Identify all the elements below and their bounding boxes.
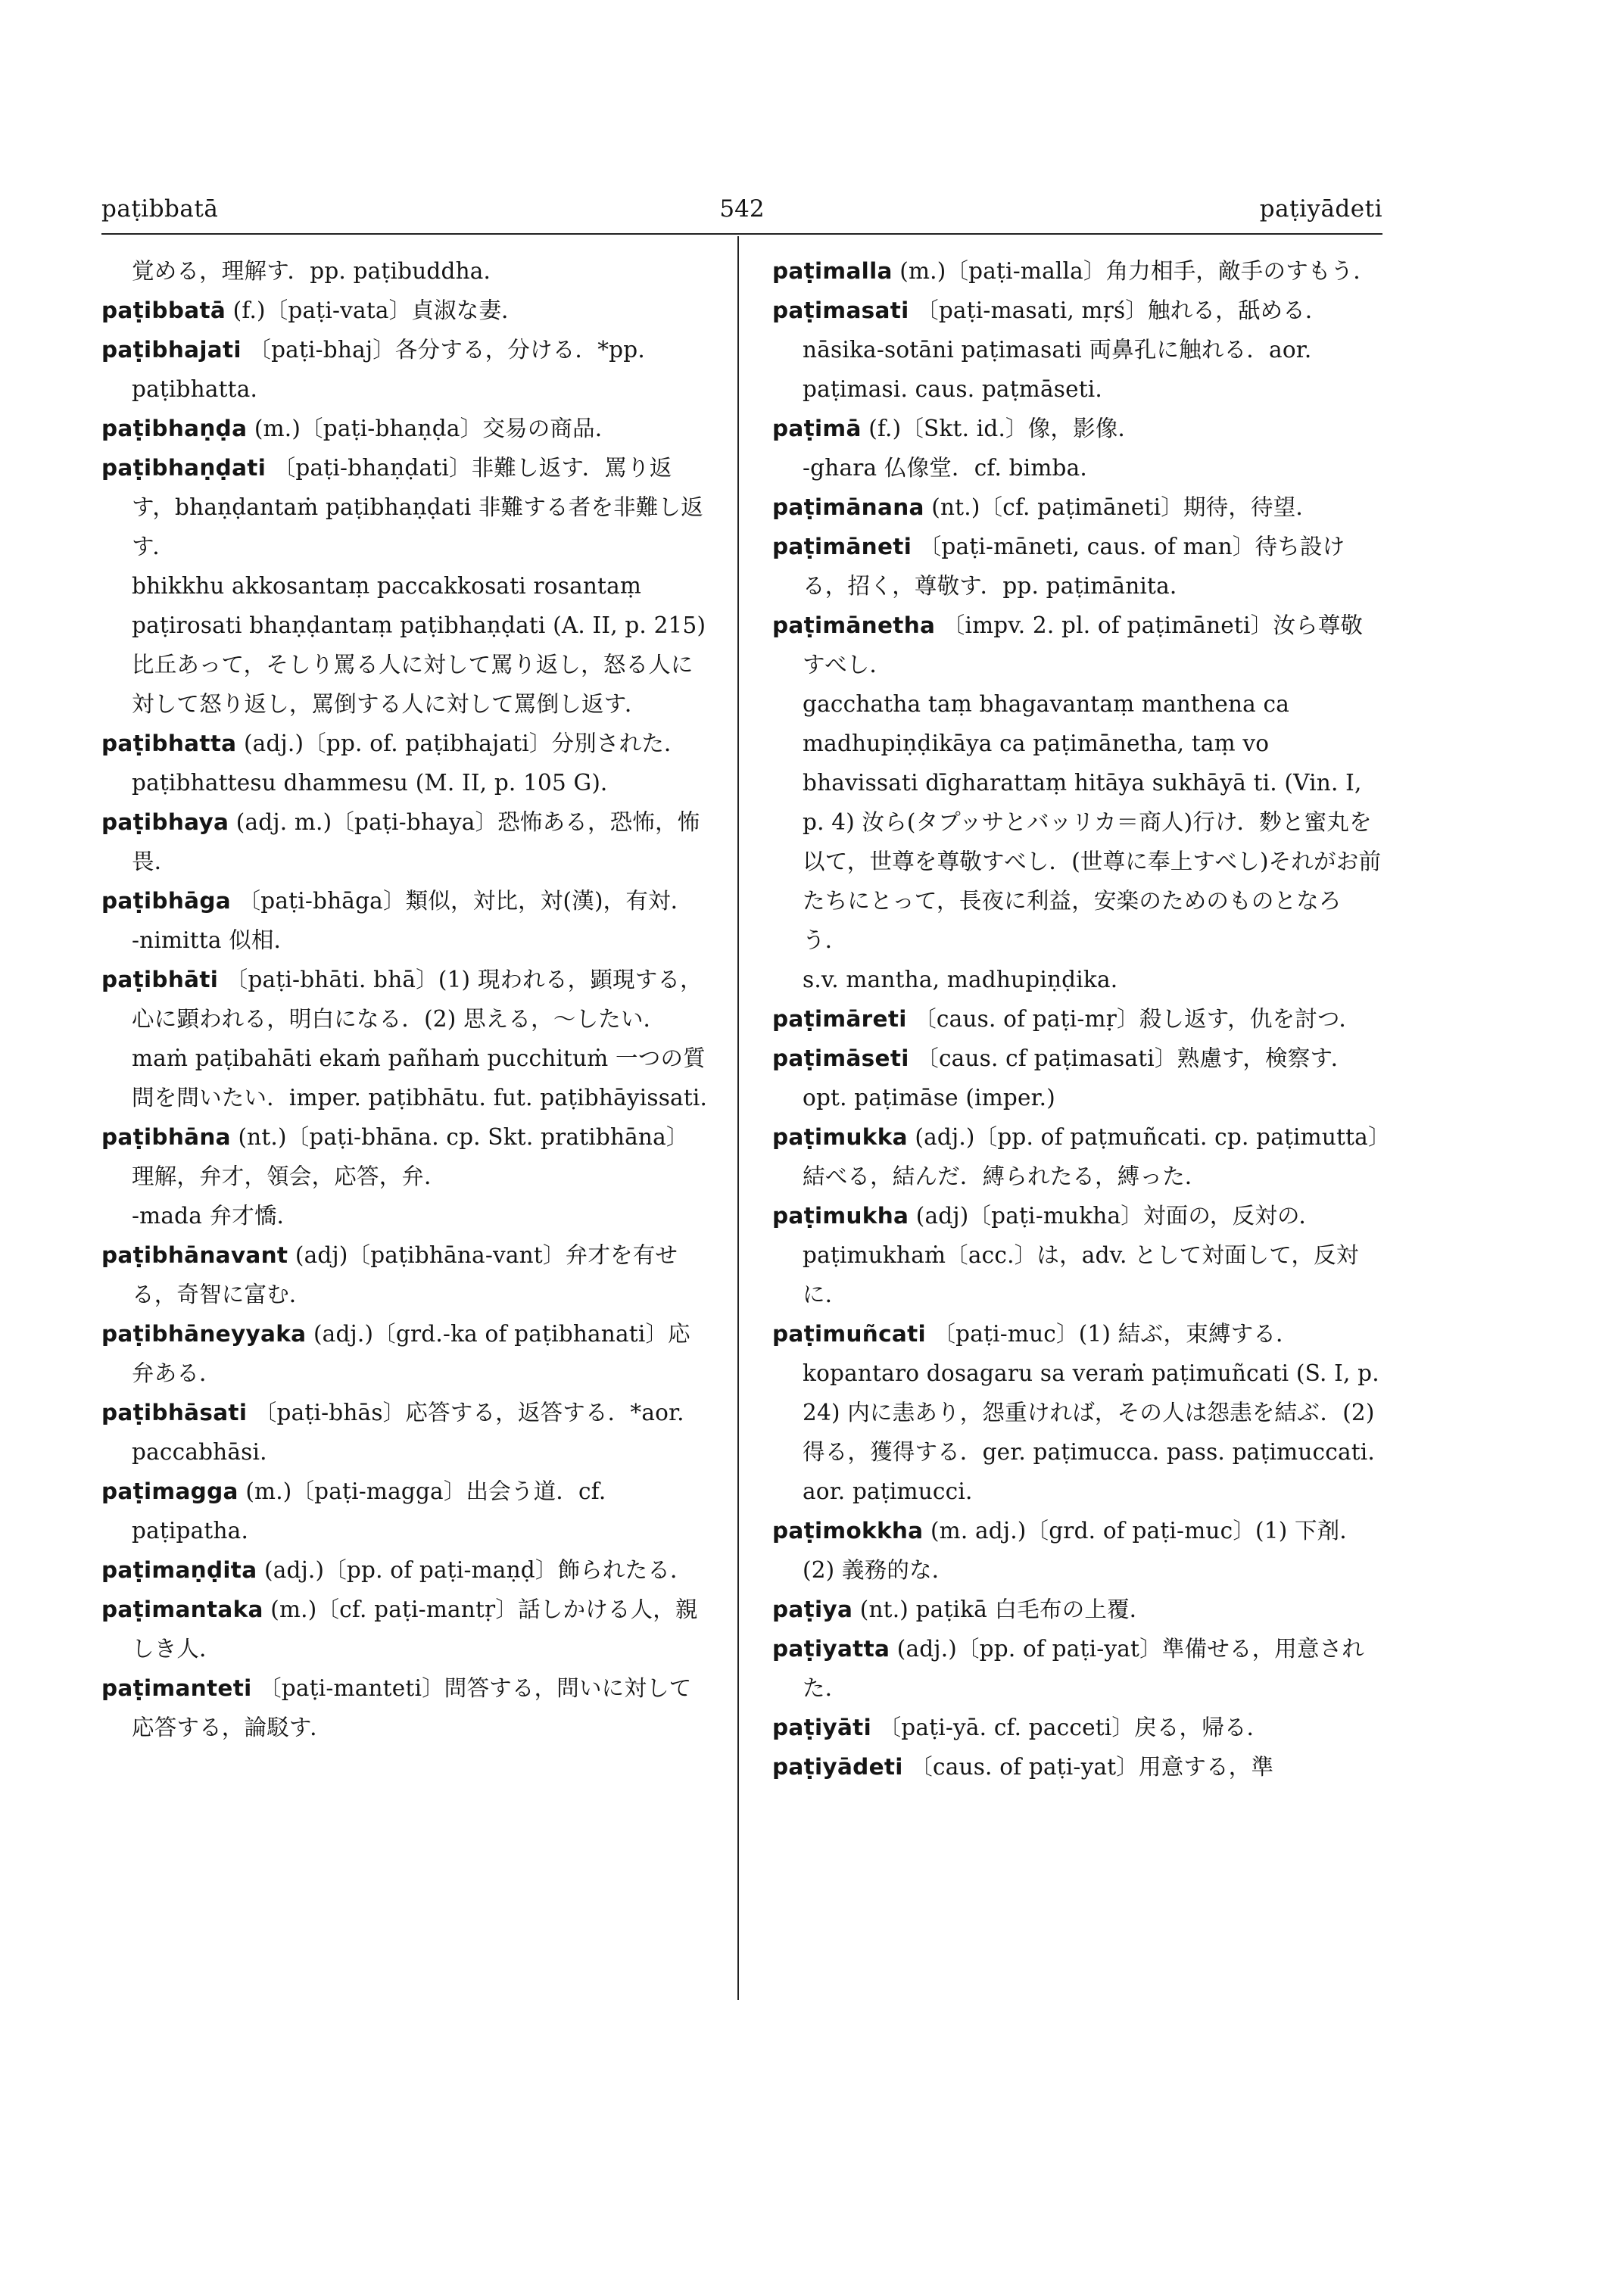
entry-continuation bbox=[772, 960, 1382, 999]
entry-text: 〔paṭi-masati, mṛś〕触れる，舐める．nāsika-sotāni paṭimasati 両鼻孔に触れる．aor. paṭimasi. caus. paṭmāseti. bbox=[803, 298, 1328, 402]
entry-text: s.v. mantha, madhupiṇḍika. bbox=[803, 967, 1118, 992]
headword: paṭimasati bbox=[772, 298, 909, 323]
dictionary-entry bbox=[101, 1393, 709, 1472]
headword: paṭibhāneyyaka bbox=[101, 1321, 307, 1347]
dictionary-entry bbox=[772, 251, 1382, 291]
entry-text: (adj.)〔grd.-ka of paṭibhanati〕応弁ある． bbox=[132, 1321, 690, 1386]
entry-text: (m.)〔cf. paṭi-mantṛ〕話しかける人，親しき人． bbox=[132, 1597, 698, 1662]
entry-text: (adj.)〔pp. of paṭi-yat〕準備せる，用意された． bbox=[803, 1636, 1365, 1701]
entry-text: gacchatha taṃ bhagavantaṃ manthena ca madhupiṇḍikāya ca paṭimānetha, taṃ vo bhavissati dīgharattaṃ hitāya sukhāyā ti. (Vin. I, p. 4) 汝ら(タプッサとバッリカ＝商人)行け．麨と蜜丸を以て，世尊を尊敬すべし．(世尊に奉上すべし)それがお前たちにとって，長夜に利益，安楽のためのものとなろう． bbox=[803, 691, 1382, 953]
entry-text: (adj)〔paṭi-mukha〕対面の，反対の．paṭimukhaṁ〔acc.〕は，adv. として対面して，反対に． bbox=[803, 1203, 1359, 1307]
dictionary-entry bbox=[101, 881, 709, 921]
entry-text: (nt.) paṭikā 白毛布の上覆． bbox=[859, 1597, 1152, 1622]
entry-text: (adj.)〔pp. of. paṭibhajati〕分別された．paṭibhattesu dhammesu (M. II, p. 105 G)． bbox=[132, 731, 687, 796]
headword: paṭibbatā bbox=[101, 298, 226, 323]
headword: paṭibhaya bbox=[101, 809, 229, 835]
entry-text: (nt.)〔paṭi-bhāna. cp. Skt. pratibhāna〕理解，弁才，領会，応答，弁． bbox=[132, 1124, 689, 1189]
headword: paṭimalla bbox=[772, 258, 893, 284]
headword: paṭibhānavant bbox=[101, 1242, 288, 1268]
entry-text: -nimitta 似相． bbox=[132, 927, 297, 953]
entry-continuation bbox=[772, 684, 1382, 960]
dictionary-entry bbox=[101, 1550, 709, 1590]
dictionary-entry bbox=[772, 1629, 1382, 1708]
dictionary-entry bbox=[101, 1590, 709, 1668]
entry-text: (m.)〔paṭi-malla〕角力相手，敵手のすもう． bbox=[899, 258, 1376, 284]
headword: paṭimānetha bbox=[772, 612, 936, 638]
headword: paṭimaṇḍita bbox=[101, 1557, 257, 1583]
entry-text: 〔caus. of paṭi-mṛ〕殺し返す，仇を討つ． bbox=[914, 1006, 1362, 1032]
dictionary-entry bbox=[772, 1117, 1382, 1196]
headword: paṭiyatta bbox=[772, 1636, 890, 1662]
header-first-entry: paṭibbatā bbox=[101, 195, 219, 223]
entry-text: (f.)〔Skt. id.〕像，影像． bbox=[868, 416, 1141, 441]
entry-text: 〔paṭi-bhās〕応答する，返答する．*aor. paccabhāsi. bbox=[132, 1400, 684, 1465]
entry-continuation bbox=[101, 566, 709, 724]
dictionary-entry bbox=[101, 448, 709, 566]
column-divider bbox=[737, 236, 739, 2000]
entry-text: -ghara 仏像堂．cf. bimba. bbox=[803, 455, 1087, 481]
dictionary-entry bbox=[772, 409, 1382, 448]
headword: paṭibhāti bbox=[101, 967, 219, 992]
entry-text: 〔paṭi-muc〕(1) 結ぶ，束縛する．kopantaro dosagaru sa veraṁ paṭimuñcati (S. I, p. 24) 内に恚あり，怨重ければ，その人は怨恚を結ぶ．(2) 得る，獲得する．ger. paṭimucca. pass. paṭimuccati. aor. paṭimucci. bbox=[803, 1321, 1379, 1504]
dictionary-entry bbox=[101, 802, 709, 881]
left-column bbox=[101, 251, 709, 1747]
page-number: 542 bbox=[719, 195, 765, 223]
headword: paṭibhāsati bbox=[101, 1400, 248, 1425]
entry-text: (adj.)〔pp. of paṭi-maṇḍ〕飾られたる． bbox=[264, 1557, 693, 1583]
entry-text: -mada 弁才憍． bbox=[132, 1203, 300, 1229]
dictionary-entry bbox=[772, 488, 1382, 527]
dictionary-entry bbox=[101, 1668, 709, 1747]
headword: paṭibhāna bbox=[101, 1124, 231, 1150]
headword: paṭimā bbox=[772, 416, 862, 441]
headword: paṭibhaṇḍa bbox=[101, 416, 248, 441]
headword: paṭibhaṇḍati bbox=[101, 455, 267, 481]
headword: paṭibhajati bbox=[101, 337, 242, 363]
headword: paṭimukka bbox=[772, 1124, 908, 1150]
entry-continuation bbox=[101, 1196, 709, 1235]
entry-text: 〔paṭi-manteti〕問答する，問いに対して応答する，論駁す． bbox=[132, 1675, 692, 1740]
entry-text: bhikkhu akkosantaṃ paccakkosati rosantaṃ paṭirosati bhaṇḍantaṃ paṭibhaṇḍati (A. II, p. 215) 比丘あって，そしり罵る人に対して罵り返し，怒る人に対して怒り返し，罵倒する人に対して罵倒し返す． bbox=[132, 573, 706, 717]
entry-text: 〔paṭi-bhaj〕各分する，分ける．*pp. paṭibhatta. bbox=[132, 337, 645, 402]
dictionary-entry bbox=[101, 1472, 709, 1550]
headword: paṭibhatta bbox=[101, 731, 237, 756]
entry-text: 〔impv. 2. pl. of paṭimāneti〕汝ら尊敬すべし． bbox=[803, 612, 1364, 678]
headword: paṭimānana bbox=[772, 494, 924, 520]
dictionary-entry bbox=[101, 330, 709, 409]
page-header bbox=[101, 195, 1382, 235]
dictionary-entry bbox=[772, 1590, 1382, 1629]
dictionary-entry bbox=[101, 1117, 709, 1196]
entry-text: (f.)〔paṭi-vata〕貞淑な妻． bbox=[232, 298, 524, 323]
headword: paṭimāneti bbox=[772, 534, 912, 559]
headword: paṭiyādeti bbox=[772, 1754, 903, 1780]
dictionary-entry bbox=[101, 1235, 709, 1314]
dictionary-entry bbox=[772, 1196, 1382, 1314]
dictionary-entry bbox=[772, 606, 1382, 684]
dictionary-entry bbox=[772, 999, 1382, 1039]
entry-text: 〔caus. of paṭi-yat〕用意する，準 bbox=[910, 1754, 1274, 1780]
entry-text: (adj)〔paṭibhāna-vant〕弁才を有せる，奇智に富む． bbox=[132, 1242, 678, 1307]
headword: paṭiyāti bbox=[772, 1715, 871, 1740]
entry-text: (m.)〔paṭi-bhaṇḍa〕交易の商品． bbox=[254, 416, 618, 441]
entry-text: 〔paṭi-bhāti. bhā〕(1) 現われる，顕現する，心に顕われる，明白になる．(2) 思える，～したい．maṁ paṭibahāti ekaṁ pañhaṁ pucchituṁ 一つの質問を問いたい．imper. paṭibhātu. fut. paṭibhāyissati. bbox=[132, 967, 708, 1111]
headword: paṭimantaka bbox=[101, 1597, 263, 1622]
dictionary-entry bbox=[101, 409, 709, 448]
entry-text: 〔paṭi-bhaṇḍati〕非難し返す．罵り返す，bhaṇḍantaṁ paṭibhaṇḍati 非難する者を非難し返す． bbox=[132, 455, 703, 559]
entry-text: 〔paṭi-yā. cf. pacceti〕戻る，帰る． bbox=[878, 1715, 1270, 1740]
dictionary-entry bbox=[772, 527, 1382, 606]
headword: paṭimāreti bbox=[772, 1006, 907, 1032]
entry-text: 〔paṭi-māneti, caus. of man〕待ち設ける，招く，尊敬す．pp. paṭimānita. bbox=[803, 534, 1345, 599]
dictionary-entry bbox=[101, 960, 709, 1117]
headword: paṭibhāga bbox=[101, 888, 231, 914]
dictionary-entry bbox=[101, 291, 709, 330]
dictionary-entry bbox=[101, 724, 709, 802]
entry-text: (m.)〔paṭi-magga〕出会う道．cf. paṭipatha. bbox=[132, 1478, 606, 1544]
dictionary-entry bbox=[772, 1708, 1382, 1747]
headword: paṭimanteti bbox=[101, 1675, 252, 1701]
header-last-entry: paṭiyādeti bbox=[1259, 195, 1382, 223]
right-column bbox=[772, 251, 1382, 1787]
entry-continuation bbox=[772, 448, 1382, 488]
entry-text: 〔paṭi-bhāga〕類似，対比，対(漢)，有対． bbox=[238, 888, 694, 914]
headword: paṭiya bbox=[772, 1597, 853, 1622]
entry-text: (adj. m.)〔paṭi-bhaya〕恐怖ある，恐怖，怖畏． bbox=[132, 809, 700, 874]
dictionary-entry bbox=[101, 1314, 709, 1393]
entry-text: (adj.)〔pp. of paṭmuñcati. cp. paṭimutta〕結べる，結んだ．縛られたる，縛った． bbox=[803, 1124, 1379, 1189]
entry-text: (nt.)〔cf. paṭimāneti〕期待，待望． bbox=[931, 494, 1319, 520]
dictionary-entry bbox=[772, 1511, 1382, 1590]
dictionary-entry bbox=[772, 1747, 1382, 1787]
dictionary-entry bbox=[772, 291, 1382, 409]
entry-continuation bbox=[101, 251, 709, 291]
entry-text: 覚める，理解す．pp. paṭibuddha. bbox=[132, 258, 491, 284]
headword: paṭimāseti bbox=[772, 1045, 909, 1071]
entry-text: (m. adj.)〔grd. of paṭi-muc〕(1) 下剤．(2) 義務的な． bbox=[803, 1518, 1363, 1583]
headword: paṭimuñcati bbox=[772, 1321, 926, 1347]
entry-continuation bbox=[101, 921, 709, 960]
dictionary-entry bbox=[772, 1314, 1382, 1511]
headword: paṭimokkha bbox=[772, 1518, 924, 1544]
headword: paṭimukha bbox=[772, 1203, 909, 1229]
headword: paṭimagga bbox=[101, 1478, 238, 1504]
entry-text: 〔caus. cf paṭimasati〕熟慮す，検察す．opt. paṭimāse (imper.) bbox=[803, 1045, 1354, 1111]
dictionary-entry bbox=[772, 1039, 1382, 1117]
